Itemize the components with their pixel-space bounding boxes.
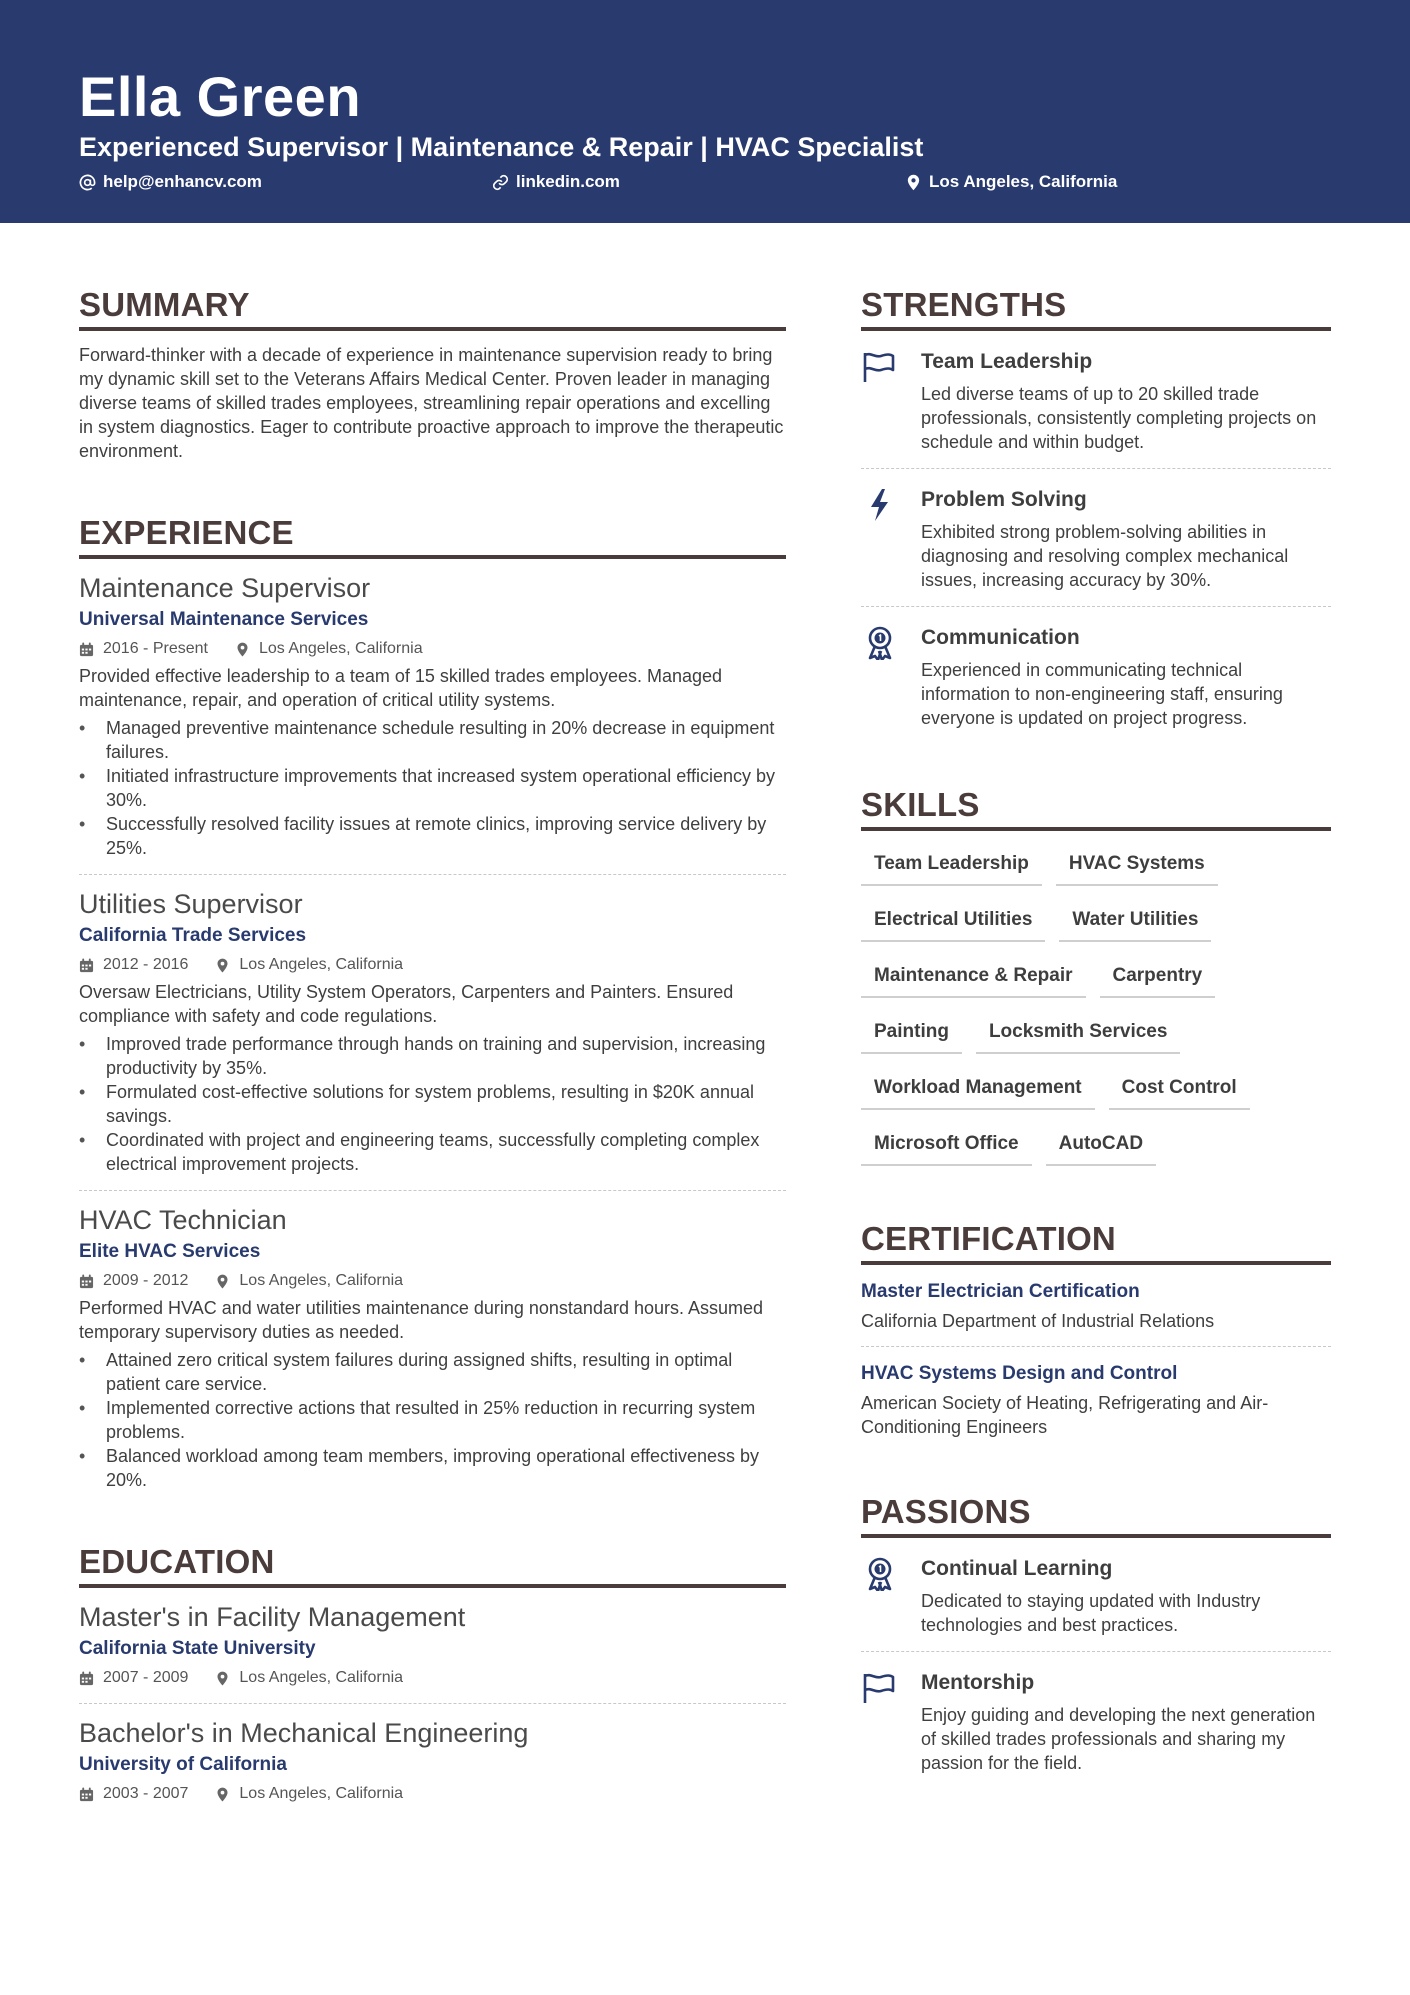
passions-title: PASSIONS (861, 1492, 1331, 1538)
strength-title: Problem Solving (921, 488, 1087, 511)
lightning-icon (861, 488, 899, 522)
school-name: California State University (79, 1638, 316, 1659)
location-text: Los Angeles, California (929, 172, 1118, 191)
experience-entry (79, 559, 786, 875)
education-location-text: Los Angeles, California (239, 1785, 404, 1802)
degree-title: Master's in Facility Management (79, 1602, 466, 1632)
skill-tag: Cost Control (1109, 1069, 1250, 1110)
certification-item (861, 1347, 1331, 1452)
calendar-icon (79, 958, 94, 973)
job-bullets (79, 1032, 786, 1176)
company-name: Elite HVAC Services (79, 1241, 261, 1262)
location-pin-icon (215, 1274, 230, 1289)
education-entry (79, 1588, 786, 1704)
certification-issuer: American Society of Heating, Refrigerating and Air-Conditioning Engineers (861, 1393, 1269, 1437)
job-dates: 2016 - Present (103, 640, 208, 657)
job-location (215, 954, 403, 976)
flag-icon (861, 1671, 899, 1705)
skill-tag: Workload Management (861, 1069, 1095, 1110)
education-section (79, 1542, 786, 1819)
education-entry (79, 1704, 786, 1819)
strength-item (861, 331, 1331, 469)
calendar-icon (79, 1787, 94, 1802)
job-location-text: Los Angeles, California (239, 956, 404, 973)
skill-tag: Locksmith Services (976, 1013, 1180, 1054)
strength-description: Led diverse teams of up to 20 skilled trade professionals, consistently completing projects on schedule and within budget. (921, 384, 1317, 452)
passion-title: Continual Learning (921, 1557, 1113, 1580)
bullet-item: • Successfully resolved facility issues at remote clinics, improving service delivery by 25%. (79, 812, 786, 860)
skills-list (861, 831, 1331, 1181)
candidate-name: Ella Green (79, 65, 362, 128)
education-location-text: Los Angeles, California (239, 1669, 404, 1686)
job-bullets (79, 716, 786, 860)
job-meta (79, 954, 786, 976)
strength-item (861, 607, 1331, 744)
passion-description: Enjoy guiding and developing the next generation of skilled trades professionals and sharing my passion for the field. (921, 1705, 1316, 1773)
linkedin-text: linkedin.com (516, 172, 620, 191)
skill-tag: Painting (861, 1013, 962, 1054)
degree-title: Bachelor's in Mechanical Engineering (79, 1718, 529, 1748)
school-name: University of California (79, 1754, 287, 1775)
skill-tag: Team Leadership (861, 845, 1042, 886)
skills-title: SKILLS (861, 785, 1331, 831)
job-meta (79, 638, 786, 660)
job-location (215, 1270, 403, 1292)
skill-tag: AutoCAD (1046, 1125, 1156, 1166)
bullet-item: • Initiated infrastructure improvements that increased system operational efficiency by 30%. (79, 764, 786, 812)
summary-section (79, 285, 786, 463)
location-pin-icon (215, 1787, 230, 1802)
strengths-section (861, 285, 1331, 744)
location-pin-icon (905, 174, 922, 191)
certification-title: CERTIFICATION (861, 1219, 1331, 1265)
certification-name: Master Electrician Certification (861, 1281, 1140, 1302)
job-description: Performed HVAC and water utilities maintenance during nonstandard hours. Assumed temporary supervisory duties as needed. (79, 1298, 764, 1342)
company-name: Universal Maintenance Services (79, 609, 369, 630)
skill-tag: Microsoft Office (861, 1125, 1032, 1166)
bullet-item: • Coordinated with project and engineering teams, successfully completing complex electrical improvement projects. (79, 1128, 786, 1176)
contact-location (905, 170, 1117, 194)
education-location (215, 1667, 403, 1689)
skill-tag: Maintenance & Repair (861, 957, 1086, 998)
experience-entry (79, 1191, 786, 1506)
medal-icon (861, 1557, 899, 1591)
bullet-item: • Improved trade performance through hands on training and supervision, increasing productivity by 35%. (79, 1032, 786, 1080)
passion-description: Dedicated to staying updated with Industry technologies and best practices. (921, 1591, 1261, 1635)
education-dates: 2007 - 2009 (103, 1669, 189, 1686)
right-column (861, 285, 1331, 1789)
bullet-item: • Implemented corrective actions that resulted in 25% reduction in recurring system problems. (79, 1396, 786, 1444)
job-title: Utilities Supervisor (79, 889, 303, 919)
contact-email[interactable] (79, 170, 262, 194)
certification-item (861, 1265, 1331, 1347)
certification-name: HVAC Systems Design and Control (861, 1363, 1178, 1384)
skill-tag: Carpentry (1100, 957, 1216, 998)
job-title: Maintenance Supervisor (79, 573, 371, 603)
medal-icon (861, 626, 899, 660)
job-location (235, 638, 423, 660)
calendar-icon (79, 1274, 94, 1289)
flag-icon (861, 350, 899, 384)
contact-linkedin[interactable] (492, 170, 620, 194)
strength-item (861, 469, 1331, 607)
job-meta (79, 1270, 786, 1292)
passion-item (861, 1652, 1331, 1789)
calendar-icon (79, 642, 94, 657)
candidate-headline: Experienced Supervisor | Maintenance & Repair | HVAC Specialist (79, 132, 924, 162)
job-bullets (79, 1348, 786, 1492)
job-description: Oversaw Electricians, Utility System Operators, Carpenters and Painters. Ensured compliance with safety and code regulations. (79, 982, 734, 1026)
strength-description: Experienced in communicating technical information to non-engineering staff, ensuring everyone is updated on project progress. (921, 660, 1283, 728)
education-dates: 2003 - 2007 (103, 1785, 189, 1802)
skill-tag: Electrical Utilities (861, 901, 1045, 942)
job-dates: 2009 - 2012 (103, 1272, 189, 1289)
strength-title: Communication (921, 626, 1080, 649)
bullet-item: • Managed preventive maintenance schedule resulting in 20% decrease in equipment failures. (79, 716, 786, 764)
certification-section (861, 1219, 1331, 1452)
job-location-text: Los Angeles, California (258, 640, 423, 657)
email-text: help@enhancv.com (103, 172, 262, 191)
education-location (215, 1783, 403, 1805)
education-meta (79, 1783, 786, 1805)
passions-section (861, 1492, 1331, 1789)
passion-item (861, 1538, 1331, 1652)
experience-entry (79, 875, 786, 1191)
at-icon (79, 174, 96, 191)
bullet-item: • Balanced workload among team members, improving operational effectiveness by 20%. (79, 1444, 786, 1492)
strengths-title: STRENGTHS (861, 285, 1331, 331)
left-column (79, 285, 786, 1819)
bullet-item: • Formulated cost-effective solutions for system problems, resulting in $20K annual savings. (79, 1080, 786, 1128)
certification-issuer: California Department of Industrial Relations (861, 1311, 1215, 1331)
education-title: EDUCATION (79, 1542, 786, 1588)
resume-header (0, 0, 1410, 223)
location-pin-icon (235, 642, 250, 657)
skill-tag: HVAC Systems (1056, 845, 1218, 886)
link-icon (492, 174, 509, 191)
skill-tag: Water Utilities (1059, 901, 1211, 942)
job-location-text: Los Angeles, California (239, 1272, 404, 1289)
strength-description: Exhibited strong problem-solving abilities in diagnosing and resolving complex mechanical issues, increasing accuracy by 30%. (921, 522, 1289, 590)
job-title: HVAC Technician (79, 1205, 287, 1235)
company-name: California Trade Services (79, 925, 307, 946)
strength-title: Team Leadership (921, 350, 1093, 373)
bullet-item: • Attained zero critical system failures during assigned shifts, resulting in optimal patient care service. (79, 1348, 786, 1396)
calendar-icon (79, 1671, 94, 1686)
job-dates: 2012 - 2016 (103, 956, 189, 973)
location-pin-icon (215, 958, 230, 973)
job-description: Provided effective leadership to a team of 15 skilled trades employees. Managed maintenance, repair, and operation of critical utility systems. (79, 666, 723, 710)
skills-section (861, 785, 1331, 1181)
experience-section (79, 513, 786, 1506)
summary-title: SUMMARY (79, 285, 786, 331)
experience-title: EXPERIENCE (79, 513, 786, 559)
summary-text: Forward-thinker with a decade of experience in maintenance supervision ready to bring my dynamic skill set to the Veterans Affairs Medical Center. Proven leader in managing diverse teams of skilled trades employees, streamlining repair operations and excelling in system diagnostics. Eager to contribute proactive approach to improve the therapeutic environment. (79, 345, 784, 461)
passion-title: Mentorship (921, 1671, 1035, 1694)
education-meta (79, 1667, 786, 1689)
location-pin-icon (215, 1671, 230, 1686)
